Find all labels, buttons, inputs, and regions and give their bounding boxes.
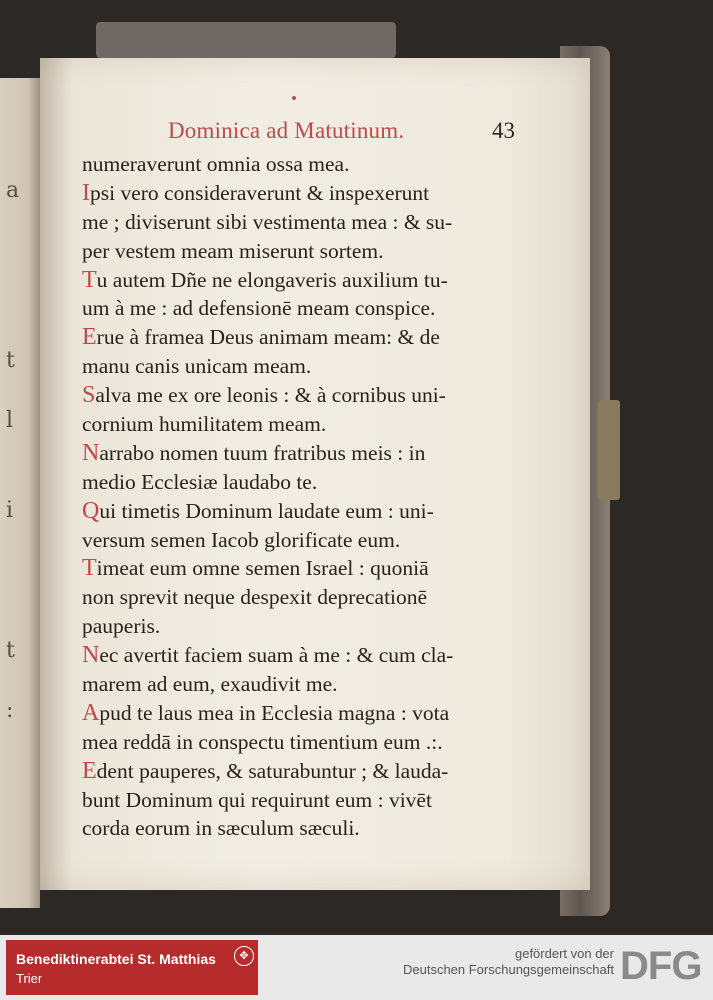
dfg-logo[interactable]: DFG (620, 944, 702, 988)
line-text: ui timetis Dominum laudate eum : uni- (99, 498, 434, 523)
line-text: psi vero consideraverunt & inspexerunt (90, 180, 430, 205)
line-text: rue à framea Deus animam meam: & de (96, 325, 440, 350)
line-text: alva me ex ore leonis : & à cornibus uni- (95, 383, 446, 408)
ink-dot (292, 96, 296, 100)
line-text: pud te laus mea in Ecclesia magna : vota (99, 700, 450, 725)
text-line (82, 294, 562, 323)
left-page-fragments: a t l i t : (6, 178, 20, 723)
text-line (82, 266, 562, 295)
institution-name: Benediktinerabtei St. Matthias (16, 951, 216, 967)
text-line (82, 179, 562, 208)
funding-note (360, 946, 614, 978)
rubric-initial: A (82, 699, 100, 726)
rubric-initial: Q (82, 497, 100, 524)
text-line (82, 410, 562, 439)
text-line (82, 439, 562, 468)
text-line (82, 786, 562, 815)
line-text: dent pauperes, & saturabuntur ; & lauda- (96, 758, 449, 783)
manuscript-page (40, 58, 590, 890)
rubric-initial: N (82, 439, 100, 466)
text-line (82, 641, 562, 670)
line-text: imeat eum omne semen Israel : quoniā (96, 556, 429, 581)
text-line (82, 757, 562, 786)
line-text: numeraverunt omnia ossa mea. (82, 152, 350, 176)
rubric-initial: I (82, 179, 90, 206)
text-line (82, 352, 562, 381)
funding-line-2: Deutschen Forschungsgemeinschaft (402, 962, 614, 977)
text-line (82, 670, 562, 699)
rubric-initial: S (82, 382, 96, 409)
institution-logo-icon: ✥ (234, 946, 254, 966)
text-line (82, 237, 562, 266)
text-line (82, 612, 562, 641)
text-line (82, 381, 562, 410)
text-line (82, 728, 562, 757)
text-line (82, 208, 562, 237)
line-text: manu canis unicam meam. (82, 354, 312, 379)
line-text: medio Ecclesiæ laudabo te. (82, 469, 318, 494)
line-text: mea reddā in conspectu timentium eum .:. (82, 729, 443, 754)
line-text: me ; diviserunt sibi vestimenta mea : & su- (82, 209, 453, 234)
institution-city: Trier (16, 971, 43, 986)
line-text: cornium humilitatem meam. (82, 412, 327, 437)
text-line (82, 699, 562, 728)
line-text: marem ad eum, exaudivit me. (82, 672, 338, 697)
text-line (82, 554, 562, 583)
text-line (82, 150, 562, 179)
text-line (82, 323, 562, 352)
line-text: bunt Dominum qui requirunt eum : vivēt (82, 787, 432, 812)
institution-badge[interactable] (6, 940, 258, 995)
rubric-initial: T (82, 555, 97, 582)
rubric-initial: E (82, 324, 97, 351)
page-tab (598, 400, 620, 500)
line-text: versum semen Iacob glorificate eum. (82, 527, 401, 552)
page-header: Dominica ad Matutinum. (168, 118, 405, 143)
line-text: pauperis. (82, 614, 161, 639)
line-text: non sprevit neque despexit deprecationē (82, 585, 428, 610)
page-number: 43 (492, 118, 515, 143)
line-text: corda eorum in sæculum sæculi. (82, 816, 360, 841)
book-cover-top (96, 22, 396, 58)
text-line (82, 526, 562, 555)
rubric-initial: N (82, 642, 100, 669)
text-line (82, 468, 562, 497)
funding-line-1: gefördert von der (514, 946, 614, 961)
line-text: ec avertit faciem suam à me : & cum cla- (99, 643, 454, 668)
rubric-initial: E (82, 757, 97, 784)
text-line (82, 814, 562, 843)
rubric-initial: T (82, 266, 97, 293)
line-text: per vestem meam miserunt sortem. (82, 238, 384, 263)
text-line (82, 583, 562, 612)
page-text (82, 150, 562, 843)
line-text: um à me : ad defensionē meam conspice. (82, 296, 436, 321)
line-text: arrabo nomen tuum fratribus meis : in (99, 440, 426, 465)
line-text: u autem Dñe ne elongaveris auxilium tu- (96, 267, 448, 292)
text-line (82, 497, 562, 526)
